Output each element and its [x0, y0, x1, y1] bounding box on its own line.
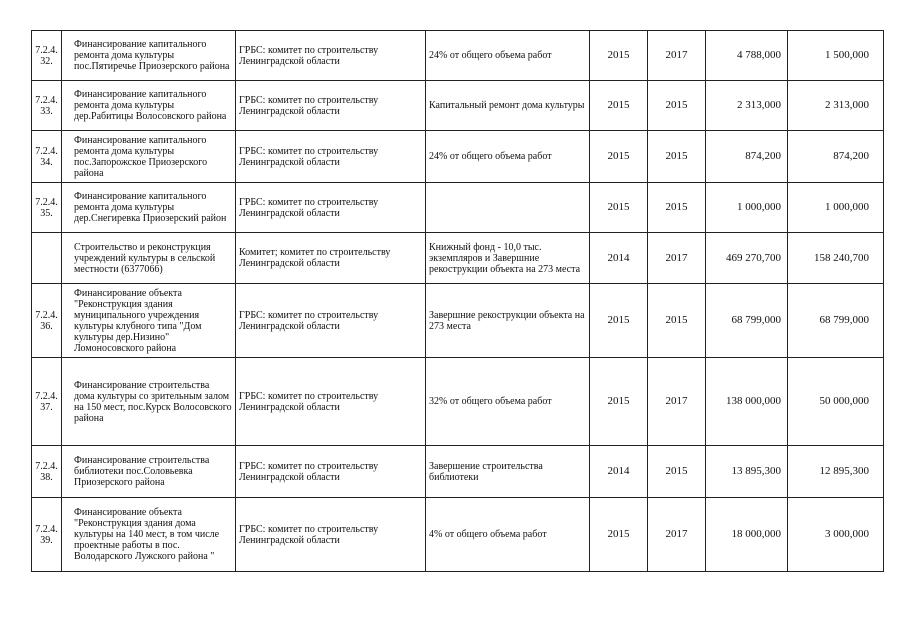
end-year: 2015 [648, 446, 706, 498]
table-row [32, 233, 884, 284]
grbs-cell: ГРБС: комитет по строительству Ленинградской области [236, 446, 426, 498]
measure-name: Финансирование капитального ремонта дома культуры пос.Запорожское Приозерского района [62, 131, 236, 183]
total-amount: 138 000,000 [706, 358, 788, 446]
total-amount: 18 000,000 [706, 498, 788, 572]
row-number: 7.2.4. 35. [32, 183, 62, 233]
end-year: 2017 [648, 358, 706, 446]
table-row [32, 81, 884, 131]
total-amount: 874,200 [706, 131, 788, 183]
start-year: 2015 [590, 183, 648, 233]
measure-name: Финансирование капитального ремонта дома культуры дер.Снегиревка Приозерский район [62, 183, 236, 233]
result-cell: Завершение строительства библиотеки [426, 446, 590, 498]
result-cell: Капитальный ремонт дома культуры [426, 81, 590, 131]
measure-name: Финансирование объекта "Реконструкция здания дома культуры на 140 мест, в том числе проектные работы в пос. Володарского Лужского района " [62, 498, 236, 572]
measure-name: Финансирование строительства дома культуры со зрительным залом на 150 мест, пос.Курск Волосовского района [62, 358, 236, 446]
year-amount: 1 500,000 [788, 31, 884, 81]
grbs-cell: ГРБС: комитет по строительству Ленинградской области [236, 358, 426, 446]
year-amount: 874,200 [788, 131, 884, 183]
start-year: 2014 [590, 446, 648, 498]
start-year: 2015 [590, 498, 648, 572]
grbs-cell: Комитет; комитет по строительству Ленинградской области [236, 233, 426, 284]
result-cell: 24% от общего объема работ [426, 31, 590, 81]
grbs-cell: ГРБС: комитет по строительству Ленинградской области [236, 183, 426, 233]
result-cell: 32% от общего объема работ [426, 358, 590, 446]
total-amount: 1 000,000 [706, 183, 788, 233]
row-number: 7.2.4. 39. [32, 498, 62, 572]
result-cell: 24% от общего объема работ [426, 131, 590, 183]
measure-name: Финансирование капитального ремонта дома культуры пос.Пятиречье Приозерского района [62, 31, 236, 81]
result-cell: 4% от общего объема работ [426, 498, 590, 572]
measure-name: Финансирование строительства библиотеки пос.Соловьевка Приозерского района [62, 446, 236, 498]
year-amount: 2 313,000 [788, 81, 884, 131]
table-row [32, 131, 884, 183]
measure-name: Финансирование объекта "Реконструкция здания муниципального учреждения культуры клубного типа "Дом культуры дер.Низино" Ломоносовского района [62, 284, 236, 358]
total-amount: 469 270,700 [706, 233, 788, 284]
row-number: 7.2.4. 33. [32, 81, 62, 131]
table-row [32, 446, 884, 498]
total-amount: 4 788,000 [706, 31, 788, 81]
grbs-cell: ГРБС: комитет по строительству Ленинградской области [236, 498, 426, 572]
measure-name: Финансирование капитального ремонта дома культуры дер.Рабитицы Волосовского района [62, 81, 236, 131]
end-year: 2017 [648, 31, 706, 81]
table-row [32, 358, 884, 446]
year-amount: 68 799,000 [788, 284, 884, 358]
row-number: 7.2.4. 38. [32, 446, 62, 498]
start-year: 2015 [590, 284, 648, 358]
row-number [32, 233, 62, 284]
grbs-cell: ГРБС: комитет по строительству Ленинградской области [236, 81, 426, 131]
year-amount: 3 000,000 [788, 498, 884, 572]
end-year: 2015 [648, 81, 706, 131]
row-number: 7.2.4. 37. [32, 358, 62, 446]
table-row [32, 183, 884, 233]
grbs-cell: ГРБС: комитет по строительству Ленинградской области [236, 131, 426, 183]
total-amount: 13 895,300 [706, 446, 788, 498]
end-year: 2015 [648, 183, 706, 233]
measure-name: Строительство и реконструкция учреждений культуры в сельской местности (6377066) [62, 233, 236, 284]
row-number: 7.2.4. 36. [32, 284, 62, 358]
end-year: 2017 [648, 498, 706, 572]
result-cell [426, 183, 590, 233]
year-amount: 12 895,300 [788, 446, 884, 498]
grbs-cell: ГРБС: комитет по строительству Ленинградской области [236, 284, 426, 358]
start-year: 2015 [590, 31, 648, 81]
total-amount: 68 799,000 [706, 284, 788, 358]
budget-table [31, 30, 884, 572]
result-cell: Завершние рекострукции объекта на 273 места [426, 284, 590, 358]
start-year: 2015 [590, 358, 648, 446]
result-cell: Книжный фонд - 10,0 тыс. экземпляров и Завершние рекострукции объекта на 273 места [426, 233, 590, 284]
total-amount: 2 313,000 [706, 81, 788, 131]
start-year: 2014 [590, 233, 648, 284]
year-amount: 1 000,000 [788, 183, 884, 233]
table-row [32, 498, 884, 572]
start-year: 2015 [590, 81, 648, 131]
year-amount: 158 240,700 [788, 233, 884, 284]
row-number: 7.2.4. 32. [32, 31, 62, 81]
row-number: 7.2.4. 34. [32, 131, 62, 183]
table-row [32, 284, 884, 358]
year-amount: 50 000,000 [788, 358, 884, 446]
end-year: 2015 [648, 284, 706, 358]
table-row [32, 31, 884, 81]
start-year: 2015 [590, 131, 648, 183]
grbs-cell: ГРБС: комитет по строительству Ленинградской области [236, 31, 426, 81]
end-year: 2015 [648, 131, 706, 183]
end-year: 2017 [648, 233, 706, 284]
